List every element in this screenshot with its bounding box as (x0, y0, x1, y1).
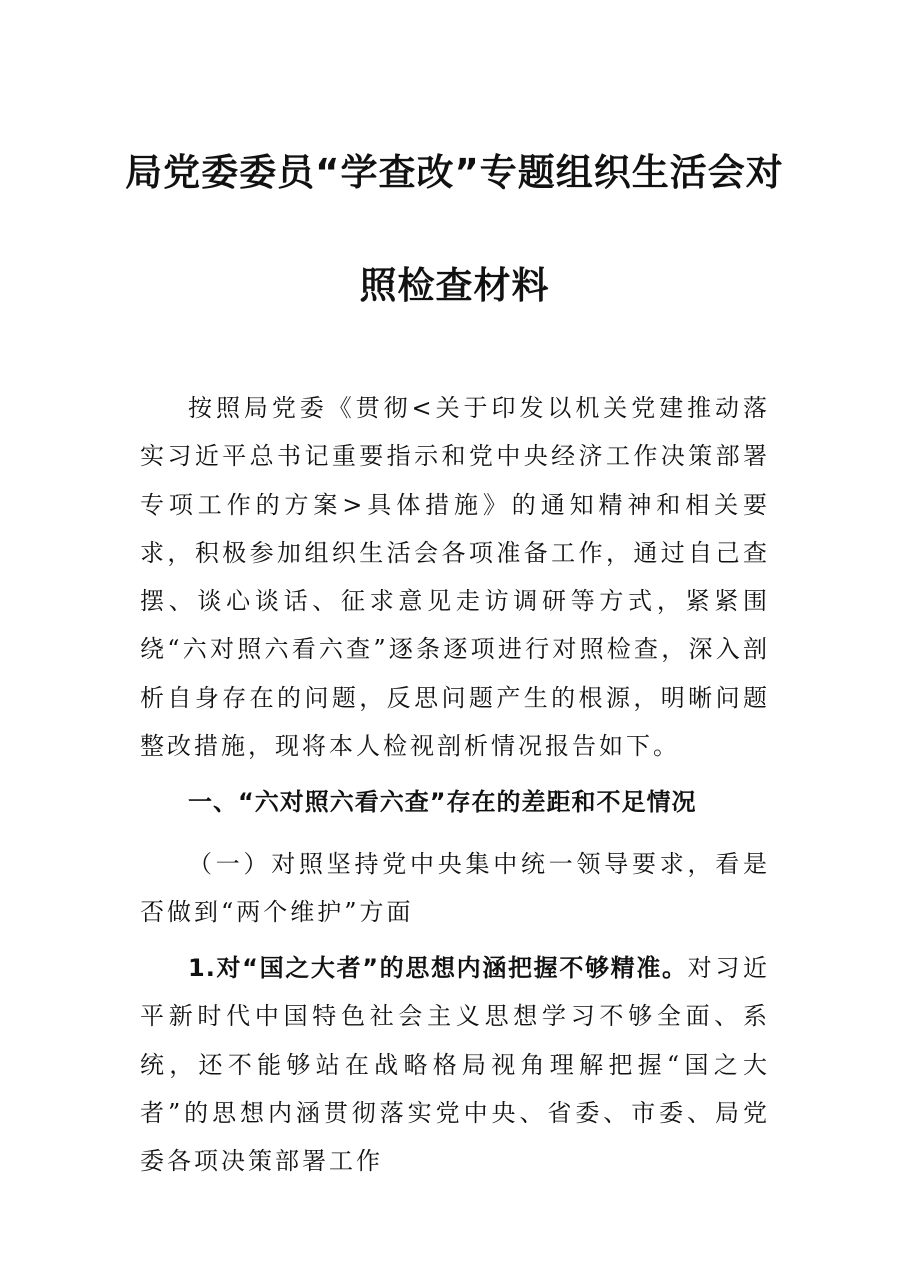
subsection-heading: （一）对照坚持党中央集中统一领导要求，看是否做到“两个维护”方面 (140, 850, 770, 927)
point-lead: 1.对“国之大者”的思想内涵把握不够精准。 (188, 954, 688, 982)
point-body: 对习近平新时代中国特色社会主义思想学习不够全面、系统，还不能够站在战略格局视角理解把握“国之大者”的思想内涵贯彻落实党中央、省委、市委、局党委各项决策部署工作 (140, 954, 771, 1176)
point-paragraph (140, 944, 770, 1185)
intro-paragraph: 按照局党委《贯彻<关于印发以机关党建推动落实习近平总书记重要指示和党中央经济工作决策部署专项工作的方案>具体措施》的通知精神和相关要求，积极参加组织生活会各项准备工作，通过自己查摆、谈心谈话、征求意见走访调研等方式，紧紧围绕“六对照六看六查”逐条逐项进行对照检查，深入剖析自身存在的问题，反思问题产生的根源，明晰问题整改措施，现将本人检视剖析情况报告如下。 (140, 394, 770, 761)
section-heading: 一、“六对照六看六查”存在的差距和不足情况 (188, 788, 697, 816)
document-title-line2: 照检查材料 (359, 264, 550, 307)
document-title-line1: 局党委委员“学查改”专题组织生活会对 (125, 151, 784, 194)
